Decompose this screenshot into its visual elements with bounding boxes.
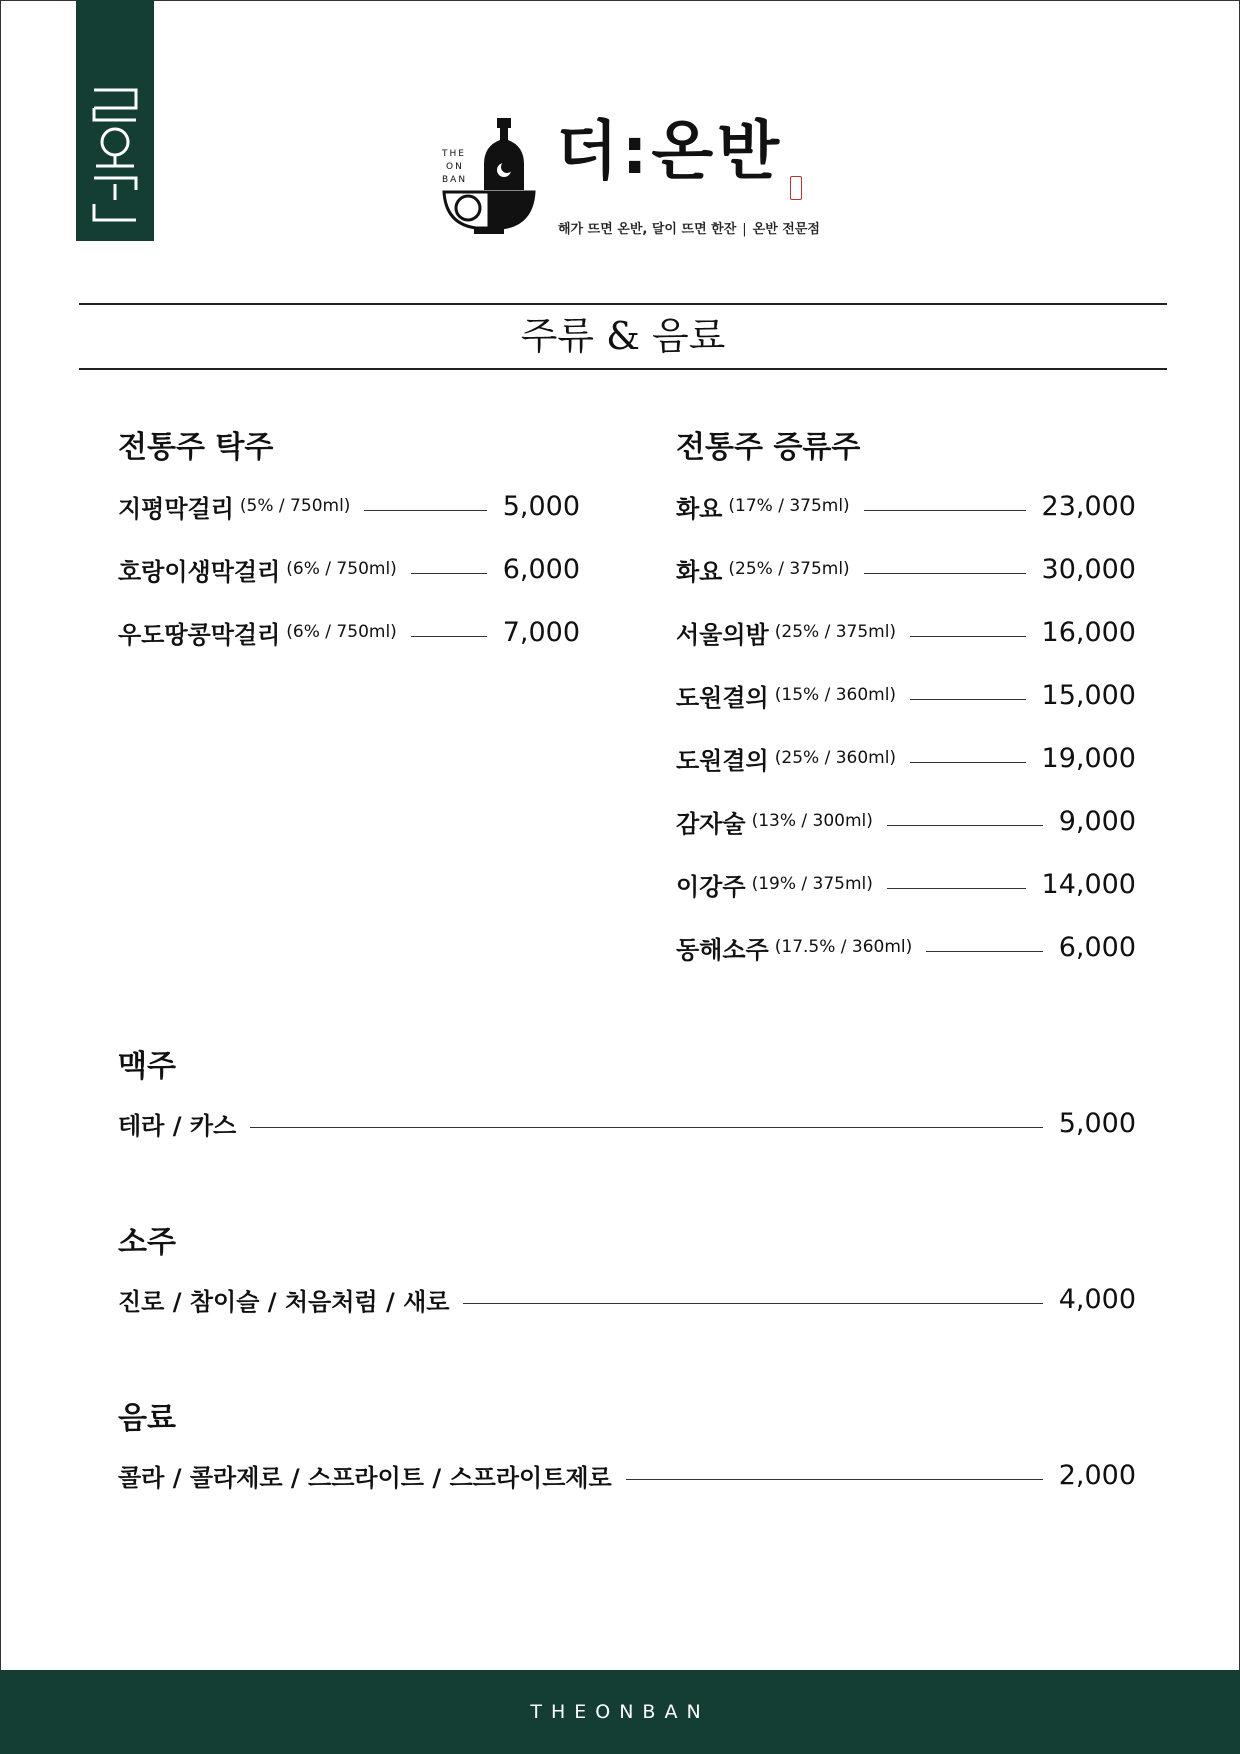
corner-logo-tab xyxy=(76,0,154,241)
item-price: 6,000 xyxy=(502,553,580,585)
red-seal-stamp xyxy=(790,176,802,200)
item-name: 도원결의 xyxy=(676,683,769,712)
menu-item xyxy=(676,486,1136,526)
section-title-distilled: 전통주 증류주 xyxy=(676,430,861,465)
title-bottom-rule xyxy=(79,368,1167,370)
item-spec: (25% / 375ml) xyxy=(774,622,897,642)
item-price: 7,000 xyxy=(502,616,580,648)
item-spec: (25% / 375ml) xyxy=(728,559,850,579)
menu-item xyxy=(118,486,580,526)
dotted-leader xyxy=(926,951,1042,952)
dotted-leader xyxy=(250,1127,1042,1128)
brand-tagline xyxy=(558,218,820,237)
section-title-beverage: 음료 xyxy=(118,1401,176,1436)
brand-en-line-1: THE xyxy=(442,149,466,159)
item-name: 이강주 xyxy=(676,872,746,901)
section-title-beer: 맥주 xyxy=(118,1049,176,1084)
dotted-leader xyxy=(887,888,1026,889)
brand-korean-name: 더:온반 xyxy=(556,115,784,189)
item-price: 30,000 xyxy=(1041,553,1136,585)
brand-en-line-2: ON xyxy=(446,162,464,172)
menu-item xyxy=(676,864,1136,904)
item-spec: (5% / 750ml) xyxy=(239,496,351,516)
item-price: 4,000 xyxy=(1058,1283,1136,1315)
item-price: 14,000 xyxy=(1041,868,1136,900)
dotted-leader xyxy=(864,573,1026,574)
item-name: 지평막걸리 xyxy=(118,494,234,523)
dotted-leader xyxy=(626,1479,1043,1480)
item-name: 진로 / 참이슬 / 처음처럼 / 새로 xyxy=(118,1287,450,1316)
item-name: 서울의밤 xyxy=(676,620,769,649)
dotted-leader xyxy=(910,636,1025,637)
tagline-separator: | xyxy=(742,222,747,237)
item-name: 호랑이생막걸리 xyxy=(118,557,281,586)
menu-item xyxy=(118,1103,1136,1143)
dotted-leader xyxy=(463,1303,1042,1304)
item-price: 23,000 xyxy=(1041,490,1136,522)
item-name: 화요 xyxy=(676,494,723,523)
item-spec: (17.5% / 360ml) xyxy=(774,937,913,957)
menu-item xyxy=(118,1279,1136,1319)
item-price: 6,000 xyxy=(1058,931,1136,963)
item-price: 19,000 xyxy=(1041,742,1136,774)
item-name: 콜라 / 콜라제로 / 스프라이트 / 스프라이트제로 xyxy=(118,1463,612,1492)
corner-logo-mark xyxy=(88,86,142,226)
section-title-makgeolli: 전통주 탁주 xyxy=(118,430,274,465)
menu-item xyxy=(118,549,580,589)
item-name: 도원결의 xyxy=(676,746,769,775)
dotted-leader xyxy=(411,636,487,637)
item-price: 9,000 xyxy=(1058,805,1136,837)
menu-item xyxy=(676,549,1136,589)
item-name: 감자술 xyxy=(676,809,746,838)
footer-bar xyxy=(0,1670,1240,1754)
item-price: 5,000 xyxy=(1058,1107,1136,1139)
tagline-left: 해가 뜨면 온반, 달이 뜨면 한잔 xyxy=(558,222,737,237)
dotted-leader xyxy=(864,510,1026,511)
menu-item xyxy=(676,738,1136,778)
page-title: 주류 & 음료 xyxy=(520,314,726,358)
item-name: 동해소주 xyxy=(676,935,769,964)
item-spec: (6% / 750ml) xyxy=(286,559,397,579)
item-spec: (25% / 360ml) xyxy=(774,748,897,768)
dotted-leader xyxy=(910,762,1025,763)
menu-item xyxy=(676,612,1136,652)
dotted-leader xyxy=(887,825,1043,826)
menu-item xyxy=(676,801,1136,841)
footer-brand-text: THEONBAN xyxy=(530,1701,710,1723)
title-top-rule xyxy=(79,303,1167,305)
item-name: 테라 / 카스 xyxy=(118,1111,237,1140)
item-spec: (17% / 375ml) xyxy=(728,496,850,516)
menu-item xyxy=(676,927,1136,967)
item-spec: (13% / 300ml) xyxy=(751,811,873,831)
dotted-leader xyxy=(364,510,486,511)
bottle-bowl-icon xyxy=(440,116,540,241)
item-name: 우도땅콩막걸리 xyxy=(118,620,281,649)
dotted-leader xyxy=(910,699,1025,700)
item-name: 화요 xyxy=(676,557,723,586)
dotted-leader xyxy=(411,573,487,574)
item-spec: (6% / 750ml) xyxy=(286,622,397,642)
item-price: 15,000 xyxy=(1041,679,1136,711)
menu-item xyxy=(118,612,580,652)
item-price: 2,000 xyxy=(1058,1459,1136,1491)
brand-en-line-3: BAN xyxy=(442,175,468,185)
item-spec: (19% / 375ml) xyxy=(751,874,873,894)
menu-item xyxy=(676,675,1136,715)
section-title-soju: 소주 xyxy=(118,1225,176,1260)
item-spec: (15% / 360ml) xyxy=(774,685,897,705)
menu-item xyxy=(118,1455,1136,1495)
item-price: 16,000 xyxy=(1041,616,1136,648)
tagline-right: 온반 전문점 xyxy=(752,222,820,237)
item-price: 5,000 xyxy=(502,490,580,522)
brand-logo xyxy=(440,115,820,241)
